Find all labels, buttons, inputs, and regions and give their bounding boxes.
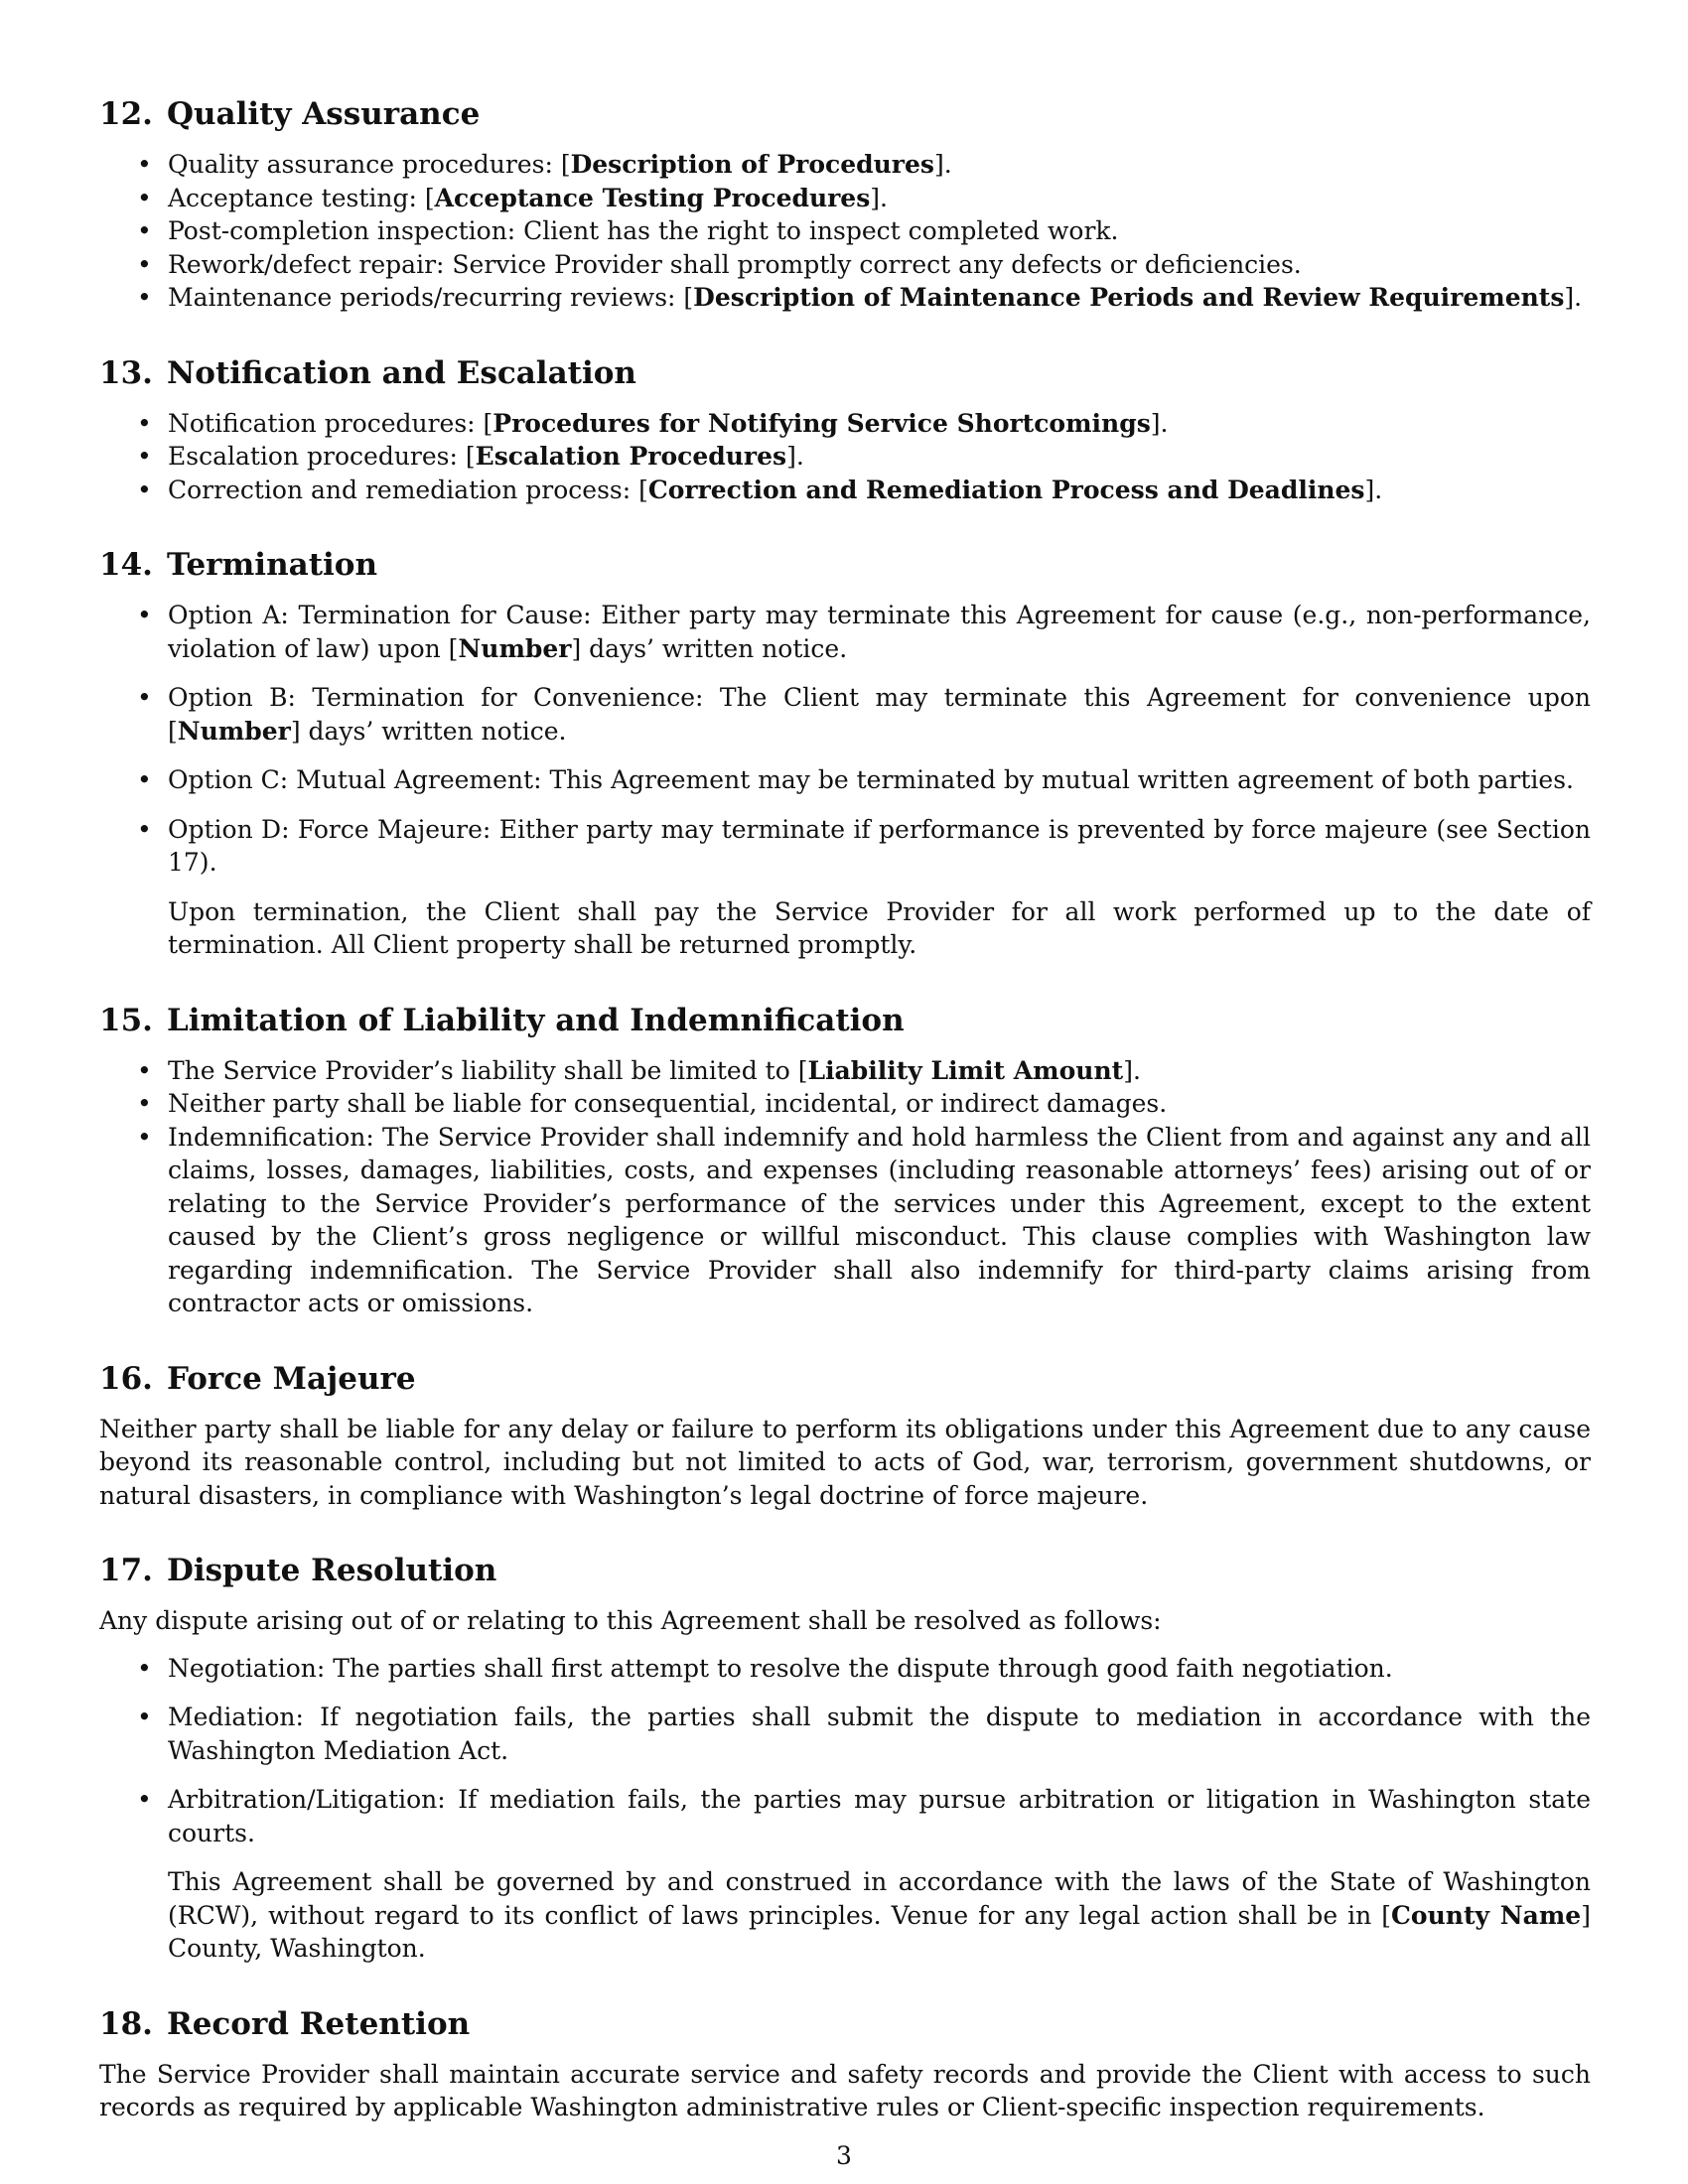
list-item: • Neither party shall be liable for consequential, incidental, or indirect damages. xyxy=(99,1087,1591,1121)
section-heading: 18. Record Retention xyxy=(99,2005,471,2042)
bullet-icon: • xyxy=(137,814,152,844)
list-item: • Indemnification: The Service Provider shall indemnify and hold harmless the Client from and against any and all claims, losses, damages, liabilities, costs, and expenses (including reasonable attorneys’ fees) arising out of or relating to the Service Provider’s performance of the services under this Agreement, except to the extent caused by the Client’s gross negligence or willful misconduct. This clause complies with Washington law regarding indemnification. The Service Provider shall also indemnify for third-party claims arising from contractor acts or omissions. xyxy=(137,1122,1591,1317)
bullet-icon: • xyxy=(137,1703,152,1731)
bullet-icon: • xyxy=(137,683,152,712)
section-notification-escalation xyxy=(99,353,1591,507)
section-dispute-resolution xyxy=(99,1551,1591,1966)
bullet-icon: • xyxy=(137,249,152,279)
list-item: • Post-completion inspection: Client has the right to inspect completed work. xyxy=(99,214,1591,248)
section-heading: 14. Termination xyxy=(99,547,378,583)
paragraph: Any dispute arising out of or relating to this Agreement shall be resolved as follows: xyxy=(99,1606,1162,1635)
list-item: • Arbitration/Litigation: If mediation fails, the parties may pursue arbitration or litigation in Washington state courts. xyxy=(137,1785,1591,1847)
bullet-list xyxy=(99,1652,1591,1850)
section-heading: 17. Dispute Resolution xyxy=(99,1553,497,1588)
list-item: • Option C: Mutual Agreement: This Agreement may be terminated by mutual written agreement of both parties. xyxy=(99,763,1591,797)
paragraph: The Service Provider shall maintain accurate service and safety records and provide the Client with access to such records as required by applicable Washington administrative rules or Client-specific inspection requirements. xyxy=(99,2059,1591,2121)
termination-note: Upon termination, the Client shall pay the Service Provider for all work performed up to the date of termination. All Client property shall be returned promptly. xyxy=(168,896,1591,959)
list-item: • Option B: Termination for Convenience: The Client may terminate this Agreement for convenience upon [Number] days’ written notice. xyxy=(137,683,1591,746)
list-item: • Quality assurance procedures: [Description of Procedures]. xyxy=(99,148,1591,182)
list-item: • Negotiation: The parties shall first attempt to resolve the dispute through good faith negotiation. xyxy=(99,1652,1591,1686)
list-item: • Rework/defect repair: Service Provider shall promptly correct any defects or deficiencies. xyxy=(99,248,1591,282)
bullet-icon: • xyxy=(137,765,152,794)
list-item: • The Service Provider’s liability shall be limited to [Liability Limit Amount]. xyxy=(99,1054,1591,1088)
page-number: 3 xyxy=(836,2141,852,2170)
bullet-icon: • xyxy=(137,601,152,629)
section-heading: 16. Force Majeure xyxy=(99,1360,416,1397)
bullet-icon: • xyxy=(137,1785,152,1814)
section-heading: 12. Quality Assurance xyxy=(99,96,481,132)
bullet-icon: • xyxy=(137,1089,152,1118)
section-heading: 15. Limitation of Liability and Indemnification xyxy=(99,1002,905,1038)
list-item: • Maintenance periods/recurring reviews: [Description of Maintenance Periods and Review Requirements]. xyxy=(99,281,1591,315)
bullet-icon: • xyxy=(137,183,152,212)
document-page xyxy=(99,94,1591,2163)
paragraph: Neither party shall be liable for any delay or failure to perform its obligations under this Agreement due to any cause beyond its reasonable control, including but not limited to acts of God, war, terrorism, government shutdowns, or natural disasters, in compliance with Washington’s legal doctrine of force majeure. xyxy=(99,1414,1591,1510)
bullet-icon: • xyxy=(137,283,152,312)
bullet-list xyxy=(99,407,1591,507)
section-force-majeure xyxy=(99,1359,1591,1513)
bullet-list xyxy=(99,1054,1591,1320)
bullet-icon: • xyxy=(137,216,152,245)
bullet-icon: • xyxy=(137,1055,152,1085)
bullet-icon: • xyxy=(137,150,152,179)
list-item: • Option D: Force Majeure: Either party may terminate if performance is prevented by force majeure (see Section 17). xyxy=(137,814,1591,877)
section-liability xyxy=(99,1001,1591,1320)
bullet-icon: • xyxy=(137,408,152,438)
bullet-list xyxy=(99,599,1591,880)
list-item: • Escalation procedures: [Escalation Procedures]. xyxy=(99,440,1591,474)
bullet-icon: • xyxy=(137,1122,152,1152)
bullet-icon: • xyxy=(137,1653,152,1683)
bullet-list xyxy=(99,148,1591,315)
list-item: • Option A: Termination for Cause: Either party may terminate this Agreement for cause (e.g., non-performance, violation of law) upon [Number] days’ written notice. xyxy=(137,601,1591,663)
list-item: • Mediation: If negotiation fails, the parties shall submit the dispute to mediation in accordance with the Washington Mediation Act. xyxy=(137,1703,1591,1765)
section-heading: 13. Notification and Escalation xyxy=(99,354,636,391)
section-record-retention xyxy=(99,2004,1591,2124)
section-quality-assurance xyxy=(99,94,1591,315)
list-item: • Correction and remediation process: [Correction and Remediation Process and Deadlines]. xyxy=(99,474,1591,507)
governing-law-note: This Agreement shall be governed by and construed in accordance with the laws of the State of Washington (RCW), without regard to its conflict of laws principles. Venue for any legal action shall be in [County Name] County, Washington. xyxy=(168,1867,1591,1963)
bullet-icon: • xyxy=(137,442,152,471)
bullet-icon: • xyxy=(137,475,152,504)
list-item: • Acceptance testing: [Acceptance Testing Procedures]. xyxy=(99,182,1591,215)
list-item: • Notification procedures: [Procedures for Notifying Service Shortcomings]. xyxy=(99,407,1591,441)
section-termination xyxy=(99,545,1591,962)
